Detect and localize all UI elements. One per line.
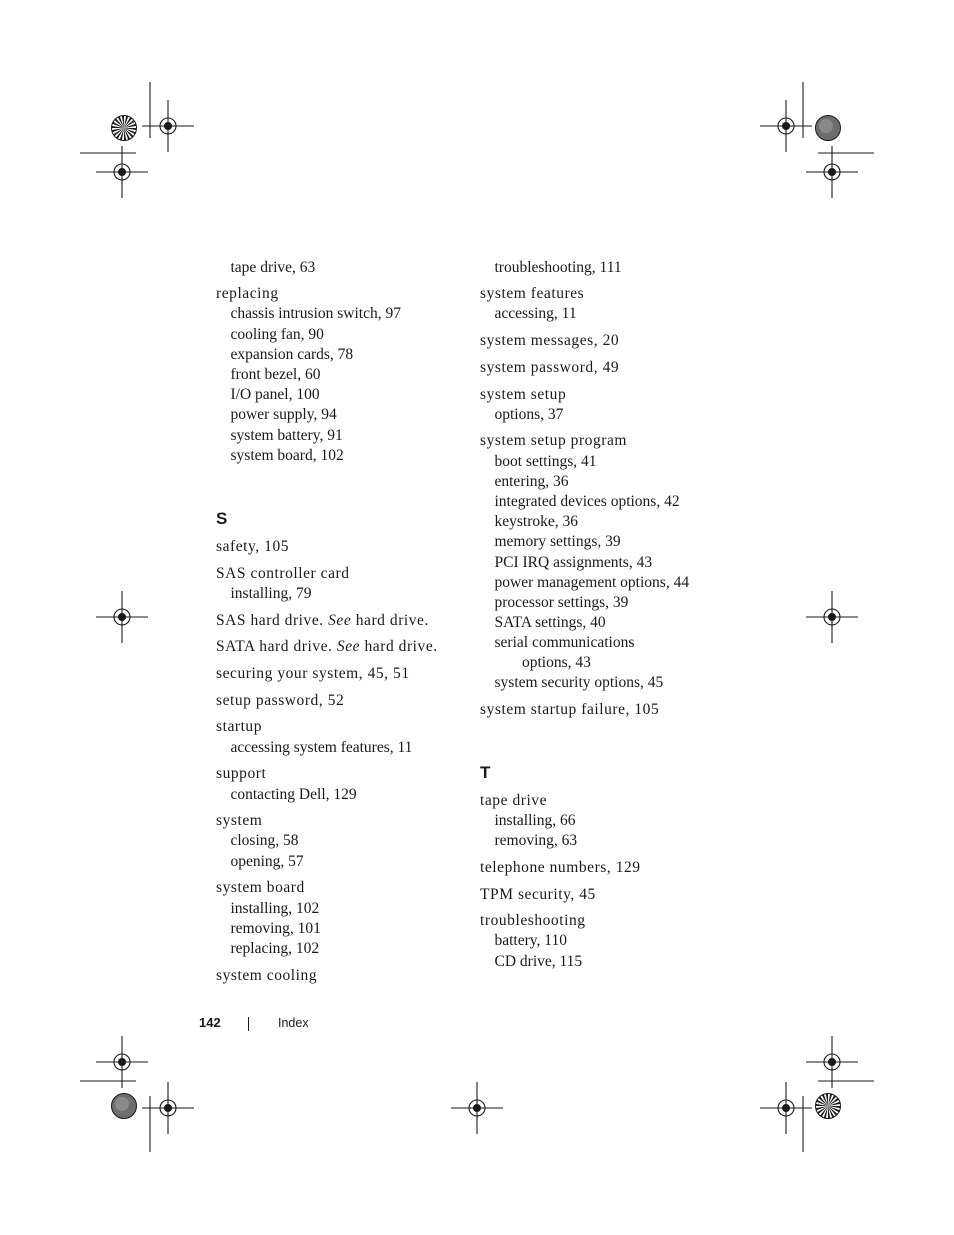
index-subentry: CD drive, 115 bbox=[494, 952, 583, 970]
index-subentry: opening, 57 bbox=[230, 852, 304, 870]
index-column-left bbox=[216, 258, 456, 992]
index-entry-continued bbox=[216, 258, 456, 278]
registration-target-icon bbox=[760, 1082, 812, 1134]
index-entry bbox=[480, 791, 730, 852]
index-term: system bbox=[216, 812, 263, 830]
index-term: system setup program bbox=[480, 432, 628, 450]
index-entry bbox=[480, 700, 730, 720]
index-subentry: system board, 102 bbox=[230, 446, 344, 464]
index-entry bbox=[216, 564, 456, 604]
index-subentry: installing, 66 bbox=[494, 811, 576, 829]
index-subentry: installing, 102 bbox=[230, 899, 320, 917]
registration-target-icon bbox=[806, 146, 858, 198]
index-term: replacing bbox=[216, 285, 279, 303]
index-letter-heading: T bbox=[480, 762, 491, 782]
gray-disc-mark-icon bbox=[112, 1094, 137, 1119]
index-entry bbox=[216, 764, 456, 804]
index-subentry: PCI IRQ assignments, 43 bbox=[494, 553, 653, 571]
index-entry-continued bbox=[480, 258, 730, 278]
index-subentry: cooling fan, 90 bbox=[230, 325, 324, 343]
index-entry bbox=[480, 431, 730, 693]
index-subentry: closing, 58 bbox=[230, 832, 299, 850]
index-subentry: accessing system features, 11 bbox=[230, 738, 413, 756]
index-term: support bbox=[216, 765, 267, 783]
index-term: system startup failure, 105 bbox=[480, 700, 660, 718]
index-entry bbox=[216, 284, 456, 466]
starburst-mark-icon bbox=[816, 1094, 841, 1119]
index-subentry: battery, 110 bbox=[494, 932, 567, 950]
registration-target-icon bbox=[806, 591, 858, 643]
see-target: hard drive. bbox=[360, 638, 438, 656]
index-entry bbox=[480, 331, 730, 351]
page-number: 142 bbox=[199, 1015, 221, 1030]
index-subentry: installing, 79 bbox=[230, 584, 312, 602]
index-subentry: system security options, 45 bbox=[494, 673, 664, 691]
index-term bbox=[216, 611, 456, 631]
index-subentry: chassis intrusion switch, 97 bbox=[230, 305, 401, 323]
index-subentry: integrated devices options, 42 bbox=[494, 493, 680, 511]
index-term: system password, 49 bbox=[480, 358, 620, 376]
index-term: system board bbox=[216, 879, 305, 897]
index-subentry: replacing, 102 bbox=[230, 939, 320, 957]
index-entry bbox=[480, 858, 730, 878]
index-letter-heading: S bbox=[216, 509, 228, 529]
index-entry bbox=[480, 885, 730, 905]
index-term-text: SAS hard drive. bbox=[216, 611, 329, 629]
index-entry bbox=[216, 611, 456, 631]
index-term: telephone numbers, 129 bbox=[480, 858, 641, 876]
index-subentry: tape drive, 63 bbox=[230, 259, 316, 276]
index-term: system messages, 20 bbox=[480, 332, 620, 350]
index-term: setup password, 52 bbox=[216, 691, 345, 709]
index-entry bbox=[216, 966, 456, 986]
index-subentry: removing, 101 bbox=[230, 919, 321, 937]
see-target: hard drive. bbox=[351, 611, 429, 629]
index-subentry: options, 37 bbox=[494, 405, 564, 423]
index-term-text: SATA hard drive. bbox=[216, 638, 337, 656]
index-entry bbox=[216, 878, 456, 959]
index-entry bbox=[216, 537, 456, 557]
index-subentry: contacting Dell, 129 bbox=[230, 785, 357, 803]
index-subentry: front bezel, 60 bbox=[230, 366, 321, 384]
registration-target-icon bbox=[96, 591, 148, 643]
index-term: safety, 105 bbox=[216, 538, 290, 556]
registration-target-icon bbox=[96, 1036, 148, 1088]
index-entry bbox=[216, 664, 456, 684]
index-subentry: power management options, 44 bbox=[494, 573, 690, 591]
index-term: SAS controller card bbox=[216, 564, 350, 582]
index-term: system features bbox=[480, 285, 585, 303]
index-subentry: system battery, 91 bbox=[230, 426, 343, 444]
see-reference: See bbox=[328, 611, 352, 629]
index-entry bbox=[480, 284, 730, 324]
index-term: securing your system, 45, 51 bbox=[216, 665, 410, 683]
index-entry bbox=[480, 358, 730, 378]
index-term: tape drive bbox=[480, 791, 548, 809]
index-subentry: I/O panel, 100 bbox=[230, 386, 320, 404]
index-subentry: keystroke, 36 bbox=[494, 513, 579, 531]
index-term: troubleshooting bbox=[480, 912, 586, 930]
gray-disc-mark-icon bbox=[816, 116, 841, 141]
index-entry bbox=[216, 691, 456, 711]
index-subentry: removing, 63 bbox=[494, 832, 578, 850]
index-term: system setup bbox=[480, 385, 567, 403]
index-term: startup bbox=[216, 718, 263, 736]
index-subentry: expansion cards, 78 bbox=[230, 345, 354, 363]
index-subentry: boot settings, 41 bbox=[494, 452, 597, 470]
index-subentry: serial communications bbox=[494, 634, 635, 652]
index-entry bbox=[480, 385, 730, 425]
starburst-mark-icon bbox=[112, 116, 137, 141]
registration-target-icon bbox=[96, 146, 148, 198]
index-entry bbox=[216, 717, 456, 757]
registration-target-icon bbox=[806, 1036, 858, 1088]
index-subentry: memory settings, 39 bbox=[494, 533, 621, 551]
registration-target-icon bbox=[451, 1082, 503, 1134]
index-subentry: processor settings, 39 bbox=[494, 594, 629, 612]
index-entry bbox=[216, 811, 456, 872]
index-term: system cooling bbox=[216, 966, 318, 984]
index-subentry: entering, 36 bbox=[494, 472, 569, 490]
index-subentry: power supply, 94 bbox=[230, 406, 337, 424]
index-subentry-continued: options, 43 bbox=[522, 653, 591, 671]
footer-section-title: Index bbox=[278, 1016, 309, 1030]
index-entry bbox=[480, 911, 730, 972]
footer-separator bbox=[248, 1017, 249, 1031]
see-reference: See bbox=[336, 638, 361, 656]
index-subentry: accessing, 11 bbox=[494, 305, 577, 323]
index-subentry: SATA settings, 40 bbox=[494, 614, 606, 632]
index-subentry: troubleshooting, 111 bbox=[494, 259, 622, 276]
index-term bbox=[216, 637, 456, 657]
index-term: TPM security, 45 bbox=[480, 885, 596, 903]
registration-target-icon bbox=[760, 100, 812, 152]
index-column-right bbox=[480, 258, 730, 978]
index-entry bbox=[216, 637, 456, 657]
